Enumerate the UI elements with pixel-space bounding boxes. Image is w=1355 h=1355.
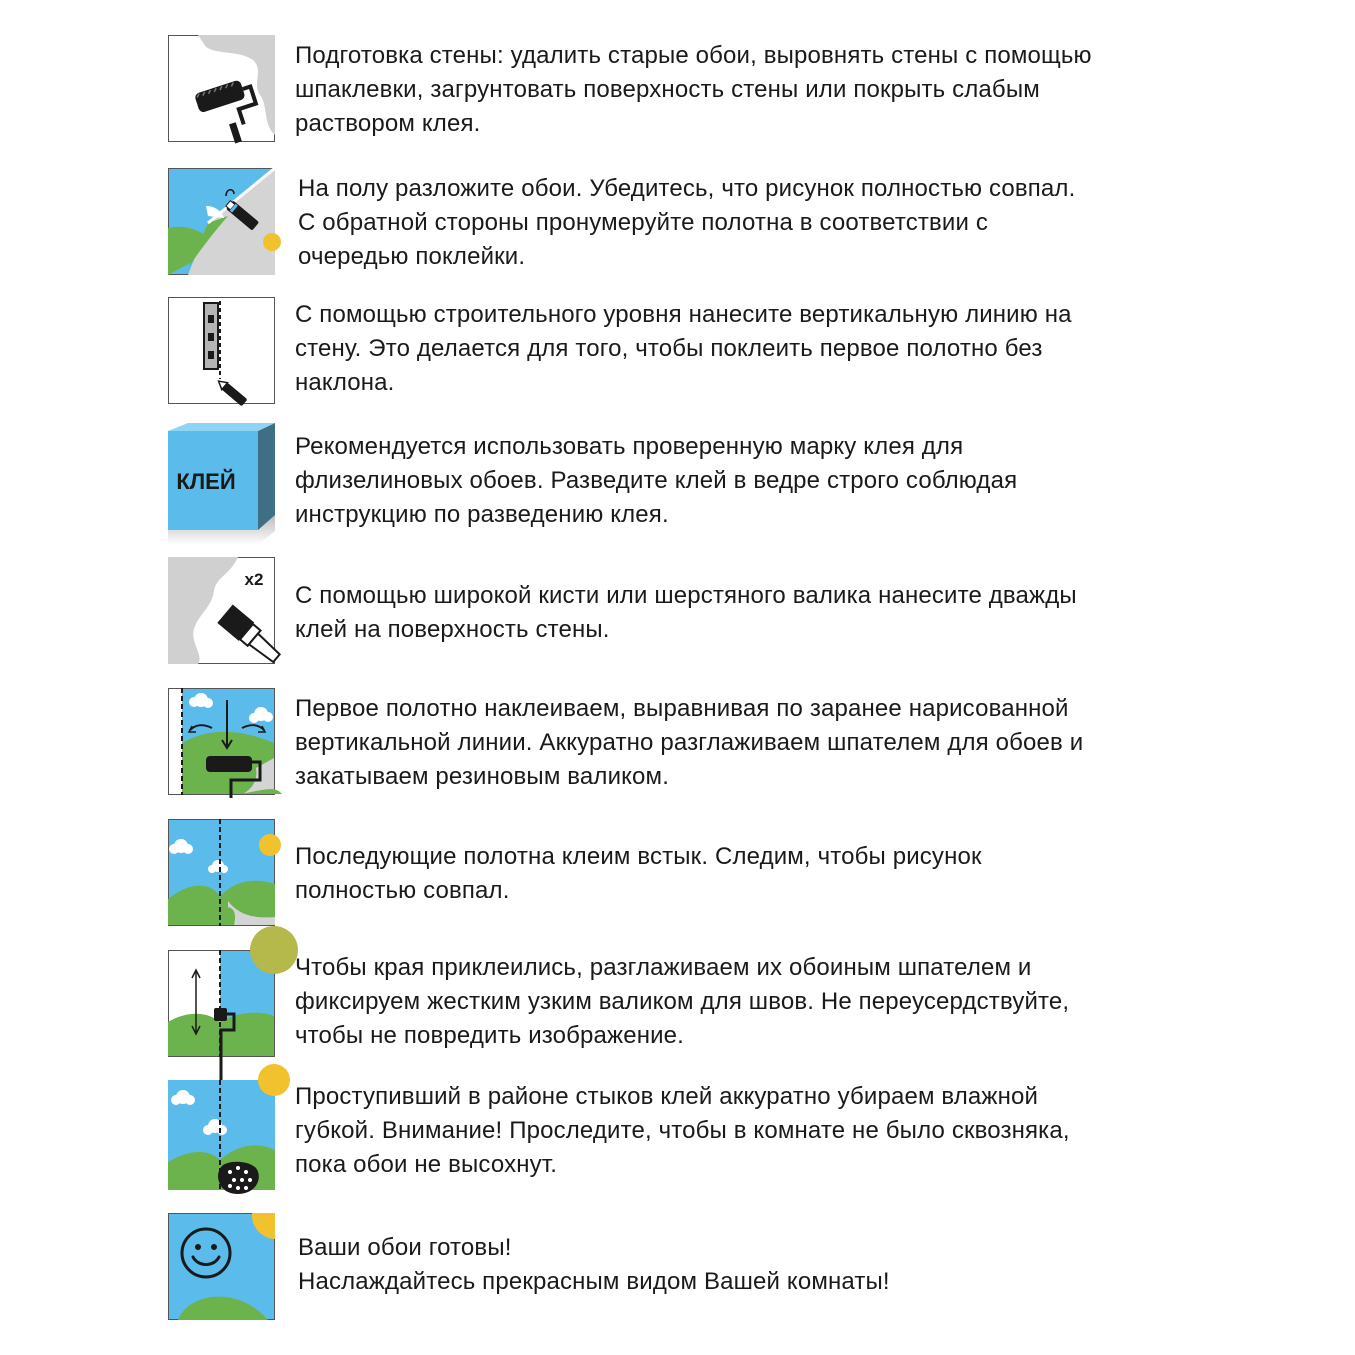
step-9-line-1: Проступивший в районе стыков клей аккуратно убираем влажной (295, 1083, 1039, 1110)
step-8-text (295, 951, 1195, 1053)
twice-label: x2 (244, 570, 264, 589)
step-10-line-1: Ваши обои готовы! (298, 1234, 512, 1261)
glue-box-label: КЛЕЙ (176, 469, 236, 494)
smiley-finished-icon (168, 1213, 275, 1320)
floor-layout-marker-icon (168, 168, 275, 275)
step-7-text (295, 840, 1195, 908)
step-2-line-3: очередью поклейки. (298, 243, 526, 270)
step-8-line-3: чтобы не повредить изображение. (295, 1022, 685, 1049)
step-8-line-1: Чтобы края приклеились, разглаживаем их обоиным шпателем и (295, 954, 1032, 981)
step-5-line-2: клей на поверхность стены. (295, 616, 610, 643)
step-3-line-2: стену. Это делается для того, чтобы поклеить первое полотно без (295, 335, 1043, 362)
step-9-text (295, 1080, 1195, 1182)
step-1-line-1: Подготовка стены: удалить старые обои, выровнять стены с помощью (295, 42, 1092, 69)
step-6-line-3: закатываем резиновым валиком. (295, 763, 670, 790)
step-4-line-1: Рекомендуется использовать проверенную марку клея для (295, 433, 964, 460)
step-10-text (298, 1231, 1198, 1299)
step-2-line-2: С обратной стороны пронумеруйте полотна в соответствии с (298, 209, 989, 236)
step-6-line-2: вертикальной линии. Аккуратно разглаживаем шпателем для обоев и (295, 729, 1084, 756)
step-1-text (295, 39, 1195, 141)
step-2-line-1: На полу разложите обои. Убедитесь, что рисунок полностью совпал. (298, 175, 1076, 202)
step-3-line-1: С помощью строительного уровня нанесите вертикальную линию на (295, 301, 1072, 328)
step-5-text (295, 579, 1195, 647)
glue-box-icon (168, 423, 275, 545)
sponge-icon (168, 1080, 275, 1190)
step-10-line-2: Наслаждайтесь прекрасным видом Вашей комнаты! (298, 1268, 890, 1295)
seam-roller-icon (168, 950, 275, 1057)
step-3-line-3: наклона. (295, 369, 395, 396)
step-9-line-2: губкой. Внимание! Проследите, чтобы в комнате не было сквозняка, (295, 1117, 1070, 1144)
step-4-line-3: инструкцию по разведению клея. (295, 501, 669, 528)
step-2-text (298, 172, 1198, 274)
step-3-text (295, 298, 1195, 400)
step-6-text (295, 692, 1195, 794)
brush-twice-icon (168, 557, 275, 664)
step-4-text (295, 430, 1195, 532)
step-7-line-1: Последующие полотна клеим встык. Следим, чтобы рисунок (295, 843, 982, 870)
step-4-line-2: флизелиновых обоев. Разведите клей в ведре строго соблюдая (295, 467, 1018, 494)
step-8-line-2: фиксируем жестким узким валиком для швов. Не переусердствуйте, (295, 988, 1070, 1015)
wall-prep-roller-icon (168, 35, 275, 142)
step-6-line-1: Первое полотно наклеиваем, выравнивая по заранее нарисованной (295, 695, 1069, 722)
step-1-line-2: шпаклевки, загрунтовать поверхность стены или покрыть слабым (295, 76, 1040, 103)
step-9-line-3: пока обои не высохнут. (295, 1151, 558, 1178)
step-7-line-2: полностью совпал. (295, 877, 510, 904)
level-vertical-line-icon (168, 297, 275, 404)
butt-joint-sheets-icon (168, 819, 275, 926)
step-1-line-3: раствором клея. (295, 110, 481, 137)
first-sheet-roller-icon (168, 688, 275, 795)
step-5-line-1: С помощью широкой кисти или шерстяного валика нанесите дважды (295, 582, 1077, 609)
